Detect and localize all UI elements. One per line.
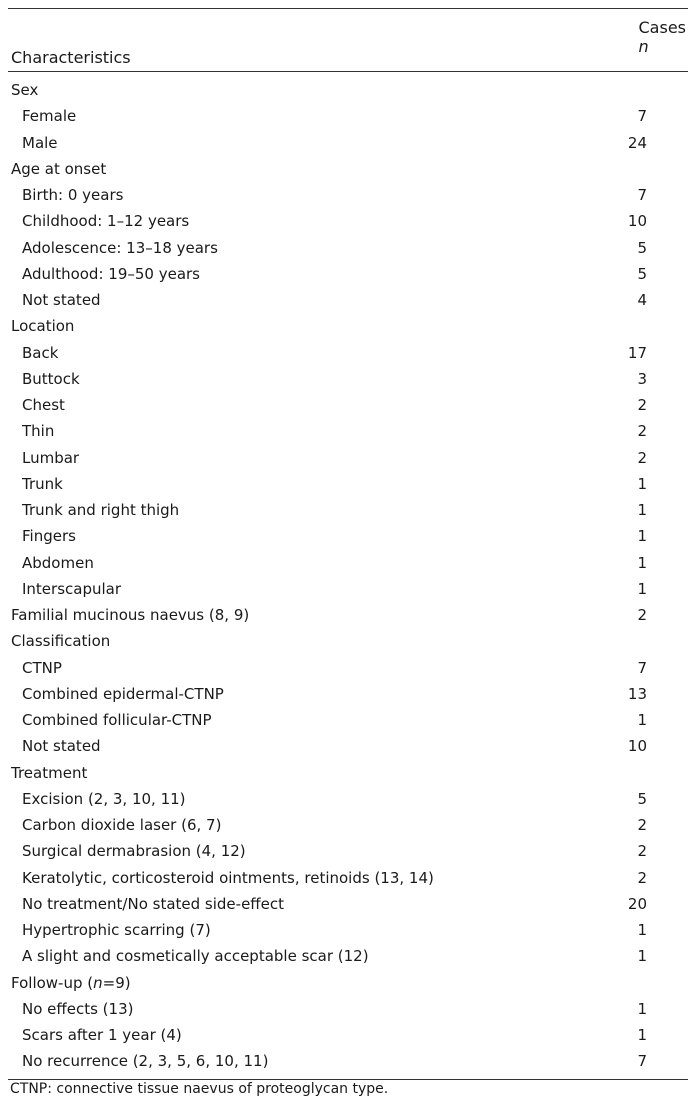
row-label: Interscapular — [22, 579, 122, 598]
row-value: 2 — [637, 422, 647, 441]
row-label: Not stated — [22, 737, 101, 756]
table-row — [8, 235, 688, 261]
row-label: No effects (13) — [22, 999, 134, 1018]
table-footnote: CTNP: connective tissue naevus of proteoglycan type. — [10, 1081, 389, 1097]
table-row — [8, 786, 688, 812]
row-value: 2 — [637, 396, 647, 414]
row-label: Hypertrophic scarring (7) — [22, 921, 211, 939]
row-label: Follow-up (n=9) — [11, 973, 131, 992]
row-label: Not stated — [22, 291, 101, 309]
table-section-row — [8, 156, 688, 182]
row-label: Scars after 1 year (4) — [22, 1026, 182, 1044]
row-label: Buttock — [22, 369, 80, 388]
row-value: 1 — [637, 527, 647, 546]
table-row — [8, 523, 688, 549]
table-section-row — [8, 970, 688, 996]
row-value: 24 — [627, 133, 647, 152]
row-label: Birth: 0 years — [22, 186, 124, 204]
table-row — [8, 891, 688, 917]
row-value: 1 — [637, 711, 647, 729]
row-label: Abdomen — [22, 553, 94, 572]
table-header — [8, 9, 688, 72]
row-label: Familial mucinous naevus (8, 9) — [11, 606, 250, 624]
row-label: Adulthood: 19–50 years — [22, 264, 201, 283]
table-section-row — [8, 77, 688, 103]
row-label: Male — [22, 133, 58, 152]
table-section-row — [8, 760, 688, 786]
row-value: 5 — [637, 264, 647, 283]
table-section-row — [8, 628, 688, 654]
row-value: 20 — [627, 894, 647, 913]
row-label: Fingers — [22, 527, 76, 546]
table-row — [8, 497, 688, 523]
row-label: CTNP — [22, 658, 62, 677]
row-value: 4 — [637, 291, 647, 309]
table-row — [8, 550, 688, 576]
row-value: 1 — [637, 579, 647, 598]
table-row — [8, 812, 688, 838]
row-label: Carbon dioxide laser (6, 7) — [22, 816, 222, 834]
table-row — [8, 681, 688, 707]
row-label: No recurrence (2, 3, 5, 6, 10, 11) — [22, 1052, 269, 1071]
table-row — [8, 182, 688, 208]
row-value: 1 — [637, 474, 647, 493]
row-value: 7 — [637, 107, 647, 126]
row-value: 2 — [637, 816, 647, 834]
table-row — [8, 366, 688, 392]
row-label: Surgical dermabrasion (4, 12) — [22, 842, 246, 861]
row-value: 1 — [637, 1026, 647, 1044]
table-row — [8, 1022, 688, 1048]
row-value: 1 — [637, 501, 647, 519]
table-row — [8, 996, 688, 1022]
table-row — [8, 943, 688, 969]
table-body — [8, 72, 688, 1080]
table-row — [8, 733, 688, 759]
characteristics-table — [8, 8, 688, 1080]
cases-n-label: n — [638, 37, 649, 56]
table-row — [8, 418, 688, 444]
table-row — [8, 1048, 688, 1074]
table-row — [8, 471, 688, 497]
table-row — [8, 392, 688, 418]
table-row — [8, 917, 688, 943]
row-value: 5 — [637, 789, 647, 808]
table-section-row — [8, 313, 688, 339]
row-value: 7 — [637, 658, 647, 677]
row-label: Back — [22, 343, 59, 362]
row-value: 2 — [637, 448, 647, 467]
row-label: No treatment/No stated side-effect — [22, 894, 284, 913]
column-header-characteristics: Characteristics — [11, 48, 131, 67]
row-label: Lumbar — [22, 448, 80, 467]
table-row — [8, 445, 688, 471]
row-value: 1 — [637, 553, 647, 572]
row-value: 1 — [637, 921, 647, 939]
row-label: Keratolytic, corticosteroid ointments, retinoids (13, 14) — [22, 868, 434, 887]
row-label: Chest — [22, 396, 65, 414]
row-label: Location — [11, 317, 75, 336]
table-row — [8, 287, 688, 313]
row-value: 2 — [637, 606, 647, 624]
table-section-row — [8, 602, 688, 628]
table-row — [8, 130, 688, 156]
table-row — [8, 576, 688, 602]
row-value: 17 — [627, 343, 647, 362]
table-row — [8, 261, 688, 287]
row-label: Sex — [11, 81, 39, 99]
row-label: Combined epidermal-CTNP — [22, 684, 224, 703]
table-row — [8, 865, 688, 891]
row-label: Treatment — [11, 763, 88, 782]
table-row — [8, 103, 688, 129]
row-label: Adolescence: 13–18 years — [22, 238, 218, 257]
row-value: 1 — [637, 947, 647, 966]
row-label: Thin — [22, 422, 55, 441]
row-value: 5 — [637, 238, 647, 257]
row-label: Trunk — [22, 474, 63, 493]
row-value: 10 — [627, 737, 647, 756]
row-label: Female — [22, 107, 77, 126]
row-value: 2 — [637, 842, 647, 861]
row-label: A slight and cosmetically acceptable scar (12) — [22, 947, 369, 966]
row-label: Classification — [11, 632, 111, 651]
table-row — [8, 655, 688, 681]
row-value: 13 — [627, 684, 647, 703]
row-label: Excision (2, 3, 10, 11) — [22, 789, 186, 808]
table-row — [8, 707, 688, 733]
row-value: 1 — [637, 999, 647, 1018]
row-label: Combined follicular-CTNP — [22, 711, 212, 729]
cases-label: Cases — [638, 18, 686, 37]
row-value: 2 — [637, 868, 647, 887]
row-label: Childhood: 1–12 years — [22, 212, 190, 231]
table-row — [8, 340, 688, 366]
row-value: 3 — [637, 369, 647, 388]
table-row — [8, 208, 688, 234]
column-header-cases — [639, 18, 687, 56]
row-value: 10 — [627, 212, 647, 231]
row-value: 7 — [637, 1052, 647, 1071]
table-row — [8, 838, 688, 864]
row-label: Age at onset — [11, 159, 107, 178]
row-label: Trunk and right thigh — [22, 501, 180, 519]
row-value: 7 — [637, 186, 647, 204]
